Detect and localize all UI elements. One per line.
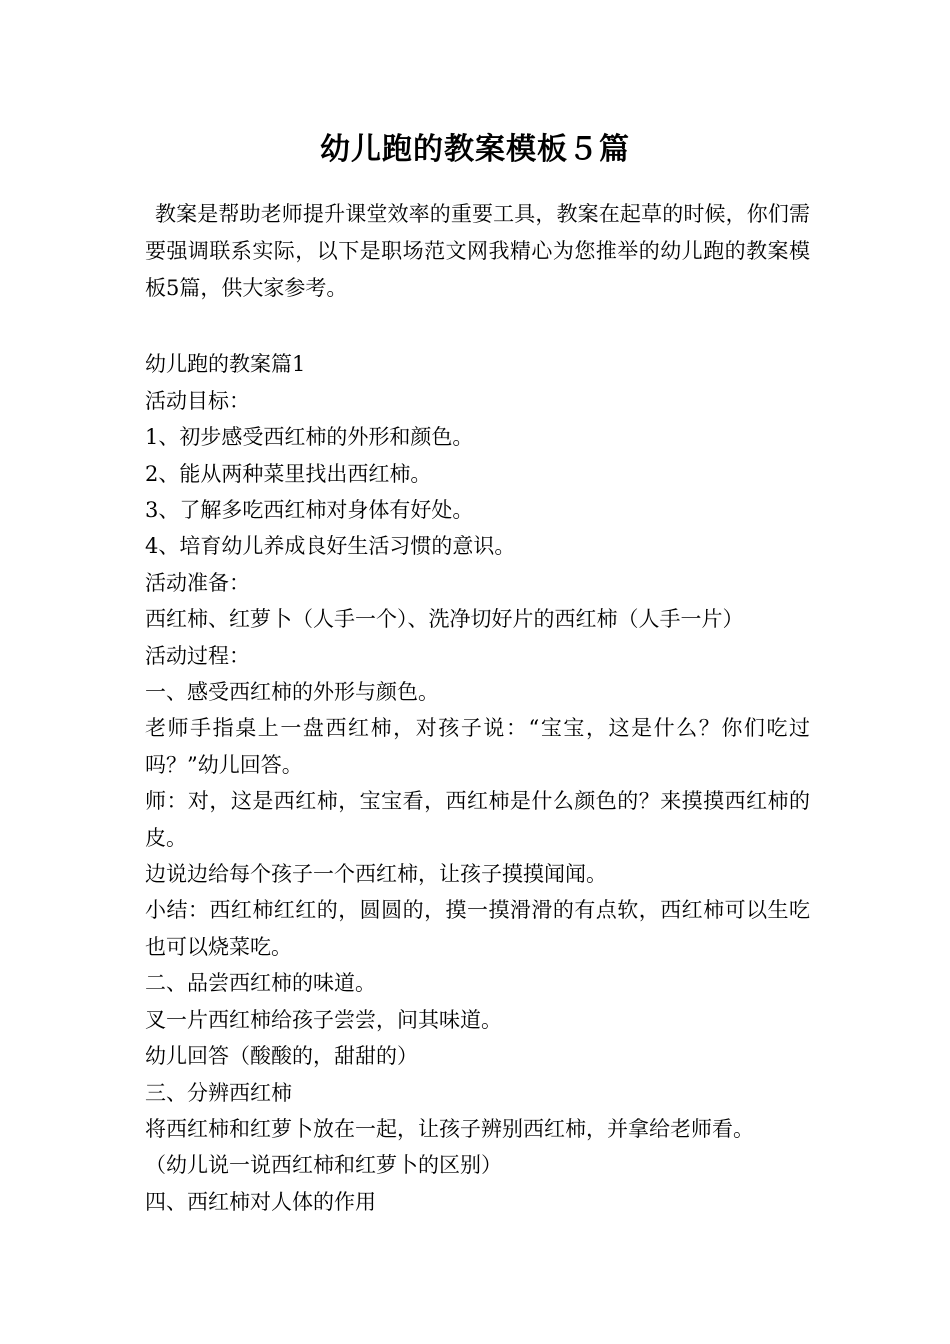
document-title: 幼儿跑的教案模板５篇	[320, 132, 630, 167]
process-step-heading: 二、品尝西红柿的味道。	[145, 971, 376, 996]
process-step-heading: 四、西红柿对人体的作用	[145, 1189, 376, 1214]
section-heading: 幼儿跑的教案篇1	[145, 352, 306, 377]
process-summary: 小结：西红柿红红的，圆圆的，摸一摸滑滑的有点软，西红柿可以生吃也可以烧菜吃。	[145, 898, 810, 959]
process-step-heading: 一、感受西红柿的外形与颜色。	[145, 680, 439, 705]
intro-paragraph: 教案是帮助老师提升课堂效率的重要工具，教案在起草的时候，你们需要强调联系实际，以下是职场范文网我精心为您推举的幼儿跑的教案模板5篇，供大家参考。	[145, 202, 810, 300]
process-text: （幼儿说一说西红柿和红萝卜的区别）	[145, 1153, 502, 1178]
document-body	[145, 196, 810, 1220]
subheading-activity-goals: 活动目标：	[145, 388, 250, 413]
goal-item: 3、了解多吃西红柿对身体有好处。	[145, 498, 474, 523]
process-text: 边说边给每个孩子一个西红柿，让孩子摸摸闻闻。	[145, 862, 607, 887]
goal-item: 1、初步感受西红柿的外形和颜色。	[145, 425, 474, 450]
process-step-heading: 三、分辨西红柿	[145, 1080, 292, 1105]
process-text: 师：对，这是西红柿，宝宝看，西红柿是什么颜色的？来摸摸西红柿的皮。	[145, 789, 810, 850]
subheading-activity-preparation: 活动准备：	[145, 570, 250, 595]
paragraph-gap	[145, 306, 810, 346]
preparation-text: 西红柿、红萝卜（人手一个）、洗净切好片的西红柿（人手一片）	[145, 607, 744, 632]
process-text: 叉一片西红柿给孩子尝尝，问其味道。	[145, 1007, 502, 1032]
process-text: 老师手指桌上一盘西红柿，对孩子说：“宝宝，这是什么？你们吃过吗？”幼儿回答。	[145, 716, 810, 777]
subheading-activity-process: 活动过程：	[145, 643, 250, 668]
process-text: 幼儿回答（酸酸的，甜甜的）	[145, 1044, 418, 1069]
goal-item: 4、培育幼儿养成良好生活习惯的意识。	[145, 534, 516, 559]
goal-item: 2、能从两种菜里找出西红柿。	[145, 461, 432, 486]
process-text: 将西红柿和红萝卜放在一起，让孩子辨别西红柿，并拿给老师看。	[145, 1116, 754, 1141]
